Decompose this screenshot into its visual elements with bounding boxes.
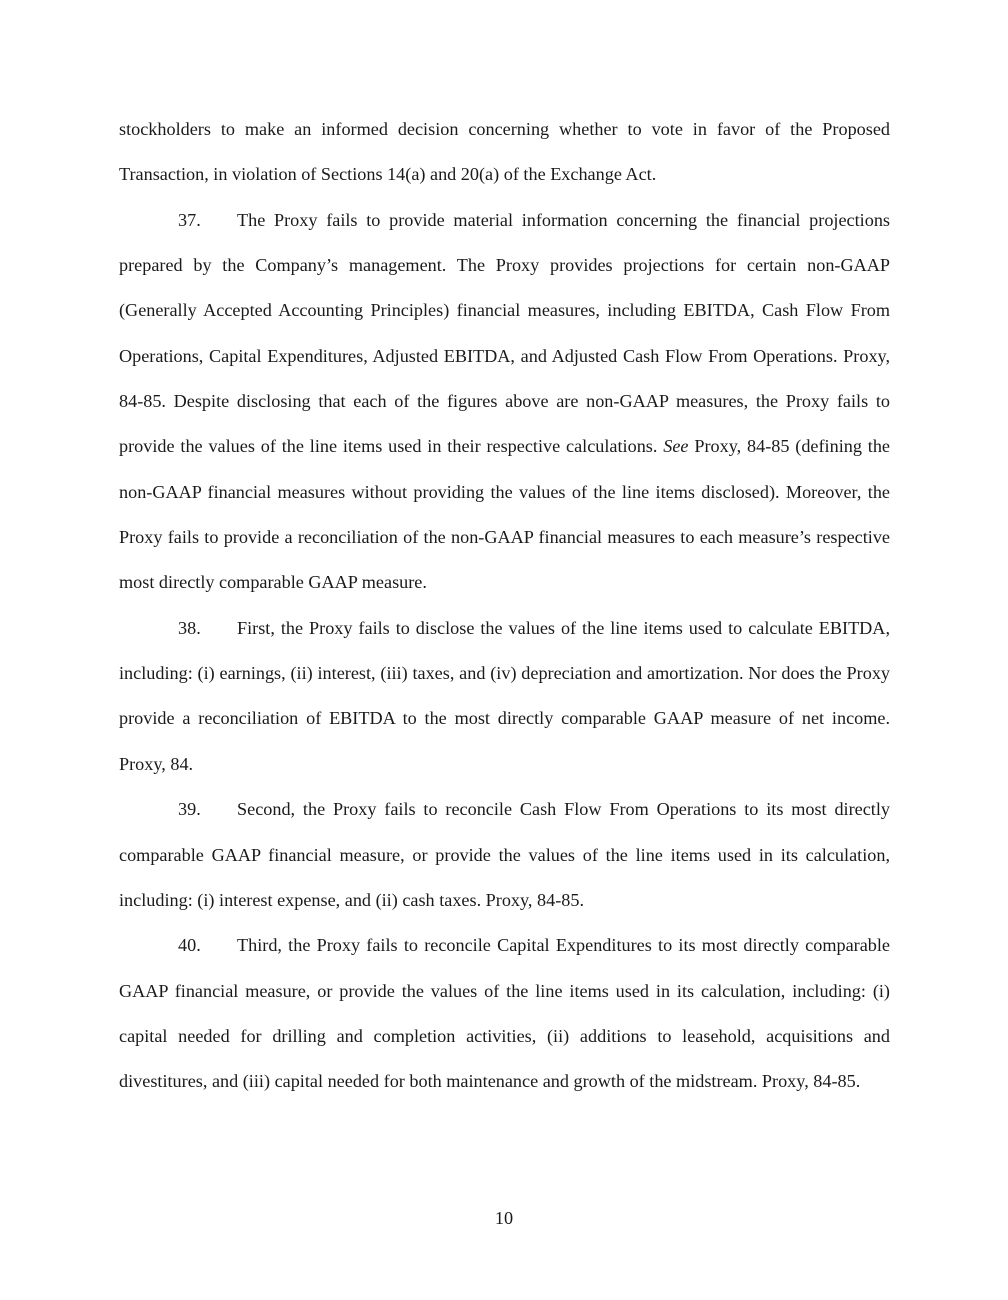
paragraph-38 [119,606,890,787]
paragraph-number: 39. [178,799,201,820]
paragraph-continuation [119,107,890,198]
signal-word-see: See [663,436,689,457]
paragraph-text: The Proxy fails to provide material information concerning the financial projections prepared by the Company’s management. The Proxy provides projections for certain non-GAAP (Generally Accepted Accounting Principles) financial measures, including EBITDA, Cash Flow From Operations, Capital Expenditures, Adjusted EBITDA, and Adjusted Cash Flow From Operations. Proxy, 84-85. Despite disclosing that each of the figures above are non-GAAP measures, the Proxy fails to provide the values of the line items used in their respective calculations. [119,209,890,457]
paragraph-39 [119,787,890,923]
paragraph-40 [119,923,890,1104]
page-number: 10 [494,1208,514,1228]
paragraph-text: Second, the Proxy fails to reconcile Cash Flow From Operations to its most directly comparable GAAP financial measure, or provide the values of the line items used in its calculation, including: (i) interest expense, and (ii) cash taxes. Proxy, 84-85. [119,799,890,910]
paragraph-number: 37. [178,209,201,230]
paragraph-number: 40. [178,935,201,956]
paragraph-text: First, the Proxy fails to disclose the values of the line items used to calculate EBITDA, including: (i) earnings, (ii) interest, (iii) taxes, and (iv) depreciation and amortization. Nor does the Proxy provide a reconciliation of EBITDA to the most directly comparable GAAP measure of net income. Proxy, 84. [119,617,890,774]
paragraph-number: 38. [178,617,201,638]
paragraph-text: Proxy, 84-85 (defining the non-GAAP financial measures without providing the values of the line items disclosed). Moreover, the Proxy fails to provide a reconciliation of the non-GAAP financial measures to each measure’s respective most directly comparable GAAP measure. [119,436,890,593]
paragraph-text: stockholders to make an informed decision concerning whether to vote in favor of the Proposed Transaction, in violation of Sections 14(a) and 20(a) of the Exchange Act. [119,119,890,185]
paragraph-37 [119,198,890,606]
document-body [119,107,890,1105]
paragraph-text: Third, the Proxy fails to reconcile Capital Expenditures to its most directly comparable GAAP financial measure, or provide the values of the line items used in its calculation, including: (i) capital needed for drilling and completion activities, (ii) additions to leasehold, acquisitions and divestitures, and (iii) capital needed for both maintenance and growth of the midstream. Proxy, 84-85. [119,935,890,1092]
